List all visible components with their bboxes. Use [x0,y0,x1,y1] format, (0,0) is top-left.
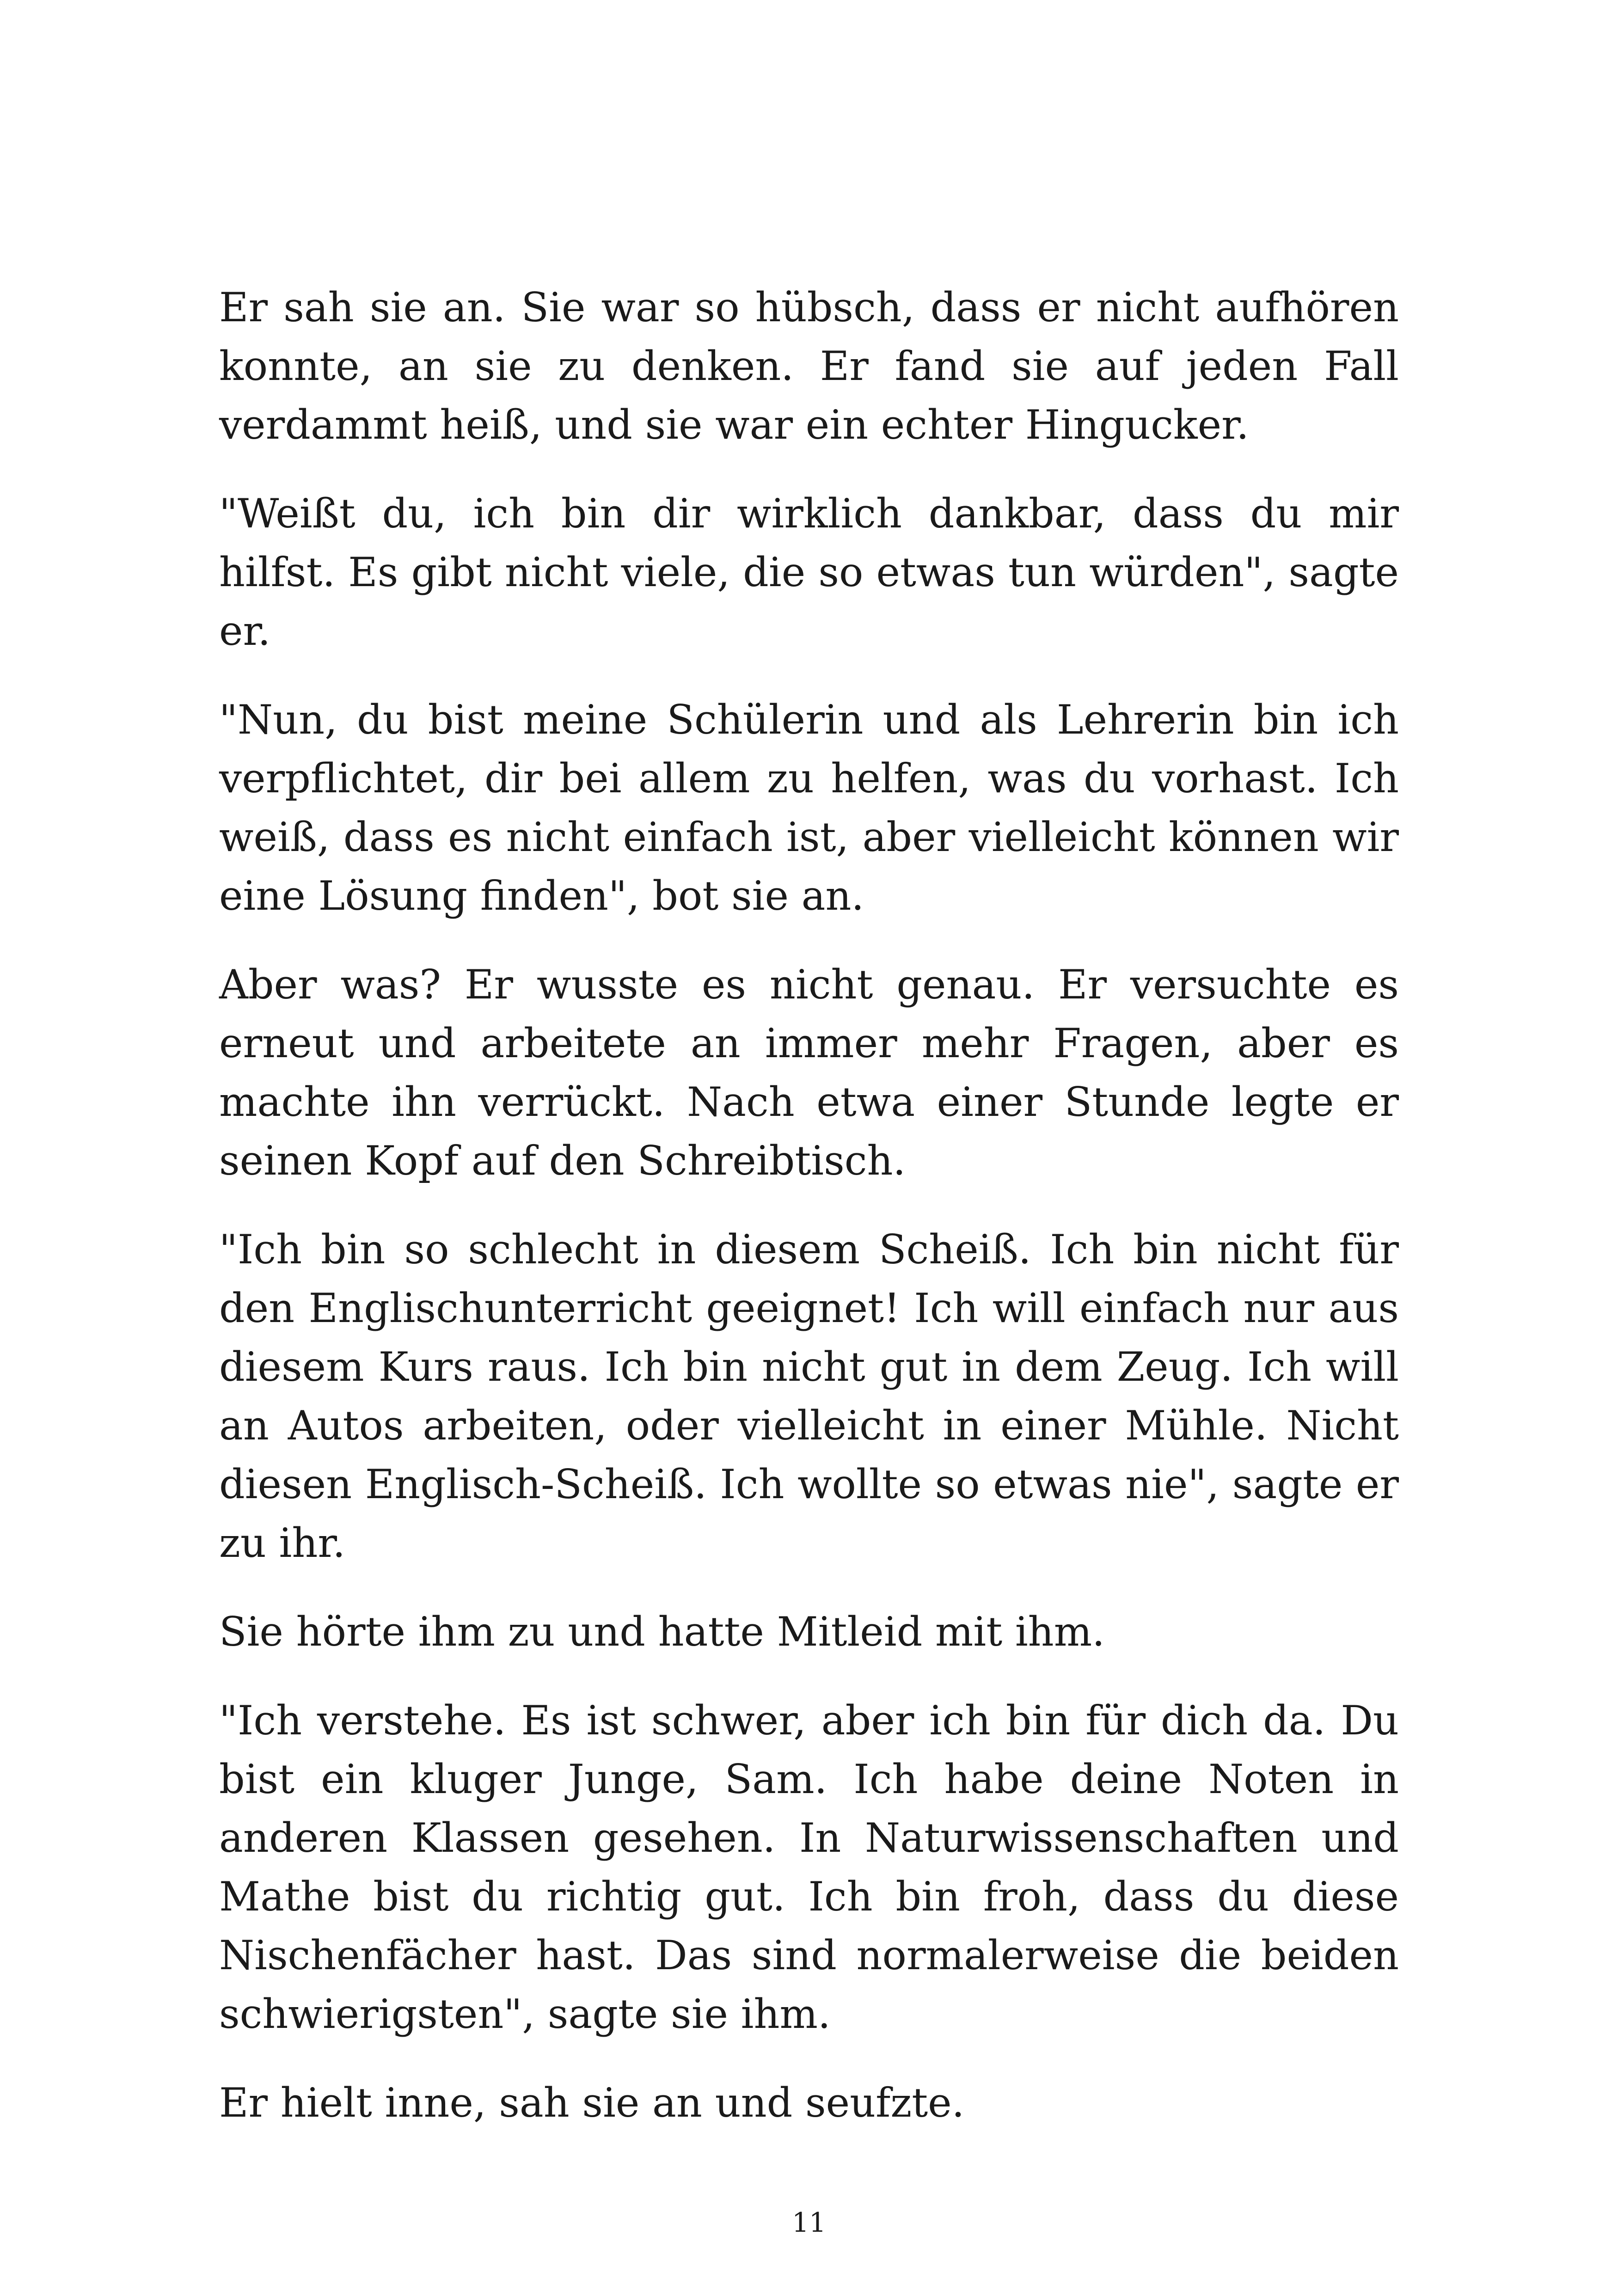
paragraph: "Ich bin so schlecht in diesem Scheiß. Ich bin nicht für den Englischunterricht geeignet! Ich will einfach nur aus diesem Kurs raus. Ich bin nicht gut in dem Zeug. Ich will an Autos arbeiten, oder vielleicht in einer Mühle. Nicht diesen Englisch-Scheiß. Ich wollte so etwas nie", sagte er zu ihr. [219,1226,1399,1567]
paragraph: "Weißt du, ich bin dir wirklich dankbar, dass du mir hilfst. Es gibt nicht viele, die so etwas tun würden", sagte er. [219,490,1399,655]
paragraph: Aber was? Er wusste es nicht genau. Er versuchte es erneut und arbeitete an immer mehr Fragen, aber es machte ihn verrückt. Nach etwa einer Stunde legte er seinen Kopf auf den Schreibtisch. [219,961,1399,1184]
body-text [219,278,1399,2162]
page-number: 11 [792,2207,826,2238]
paragraph: Sie hörte ihm zu und hatte Mitleid mit ihm. [219,1608,1105,1655]
paragraph: Er hielt inne, sah sie an und seufzte. [219,2079,965,2126]
paragraph: Er sah sie an. Sie war so hübsch, dass er nicht aufhören konnte, an sie zu denken. Er fand sie auf jeden Fall verdammt heiß, und sie war ein echter Hingucker. [219,284,1399,448]
paragraph: "Ich verstehe. Es ist schwer, aber ich bin für dich da. Du bist ein kluger Junge, Sam. Ich habe deine Noten in anderen Klassen gesehen. In Naturwissenschaften und Mathe bist du richtig gut. Ich bin froh, dass du diese Nischenfächer hast. Das sind normalerweise die beiden schwierigsten", sagte sie ihm. [219,1697,1399,2038]
paragraph: "Nun, du bist meine Schülerin und als Lehrerin bin ich verpflichtet, dir bei allem zu helfen, was du vorhast. Ich weiß, dass es nicht einfach ist, aber vielleicht können wir eine Lösung finden", bot sie an. [219,696,1399,919]
